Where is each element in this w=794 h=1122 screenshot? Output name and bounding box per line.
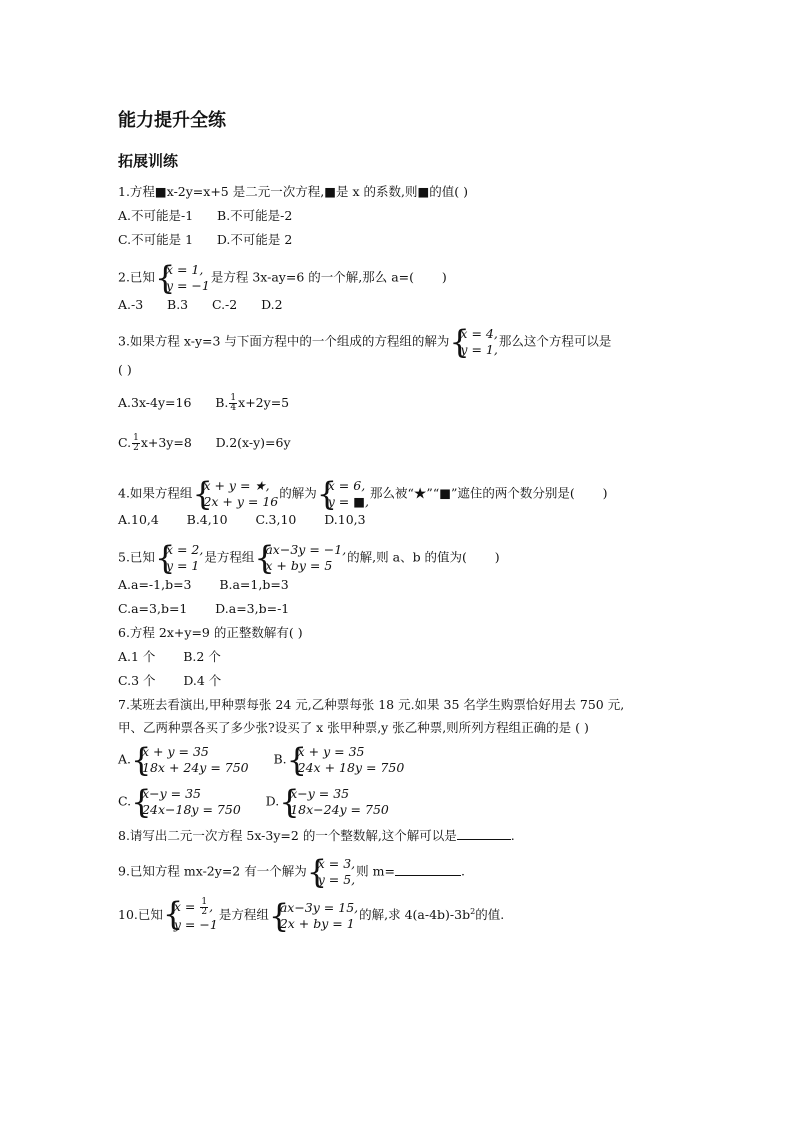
- question-6-options-cd: C.3 个 D.4 个: [118, 673, 222, 688]
- question-6: 6.方程 2x+y=9 的正整数解有( ): [118, 625, 303, 640]
- question-3-paren: ( ): [118, 362, 132, 377]
- question-2: 2.已知 { x = 1, y = −1 是方程 3x-ay=6 的一个解,那么 a=( ): [118, 262, 447, 294]
- question-7-line-2: 甲、乙两种票各买了多少张?设买了 x 张甲种票,y 张乙种票,则所列方程组正确的是 ( ): [118, 720, 589, 735]
- equation-system: { x = 1, y = −1: [156, 262, 210, 294]
- solution-system: { x = $\frac{1}{2}$ , y = −1: [164, 898, 218, 933]
- question-1-options-ab: A.不可能是-1 B.不可能是-2: [118, 208, 293, 223]
- question-1: 1.方程■x-2y=x+5 是二元一次方程,■是 x 的系数,则■的值( ): [118, 184, 469, 199]
- fraction: $\frac{1}{2}$: [133, 433, 139, 453]
- fraction: $\frac{1}{2}$: [201, 897, 208, 917]
- option-b-system: { x + y = 35 24x + 18y = 750: [288, 744, 405, 776]
- option-c-system: { x−y = 35 24x−18y = 750: [132, 786, 241, 818]
- option-a-system: { x + y = 35 18x + 24y = 750: [132, 744, 249, 776]
- option-d-system: { x−y = 35 18x−24y = 750: [280, 786, 389, 818]
- solution-system: { x = 6, y = ■,: [318, 478, 369, 510]
- question-7-options-cd: C. { x−y = 35 24x−18y = 750 D. { x−y = 35 18x−24y = 750: [118, 786, 390, 818]
- section-subtitle: 拓展训练: [118, 152, 179, 170]
- question-7-line-1: 7.某班去看演出,甲种票每张 24 元,乙种票每张 18 元.如果 35 名学生购票恰好用去 750 元,: [118, 697, 625, 712]
- question-2-options: A.-3 B.3 C.-2 D.2: [118, 297, 283, 312]
- question-5-options-ab: A.a=-1,b=3 B.a=1,b=3: [118, 577, 289, 592]
- answer-blank[interactable]: [395, 864, 461, 876]
- question-7-options-ab: A. { x + y = 35 18x + 24y = 750 B. { x + y = 35 24x + 18y = 750: [118, 744, 405, 776]
- question-5: 5.已知 { x = 2, y = 1 是方程组 { ax−3y = −1, x + by = 5 的解,则 a、b 的值为( ): [118, 542, 500, 574]
- page-title: 能力提升全练: [118, 110, 226, 131]
- question-4: 4.如果方程组 { x + y = ★, 2x + y = 16 的解为 { x = 6, y = ■, 那么被“★”“■”遮住的两个数分别是( ): [118, 478, 608, 510]
- question-10: 10.已知 { x = $\frac{1}{2}$ , y = −1 是方程组 { ax−3y = 15, 2x + by = 1 的解,求 $4(a-4b)-3b^2$的值.: [118, 898, 504, 933]
- equation-system: { ax−3y = 15, 2x + by = 1: [270, 900, 358, 932]
- answer-blank[interactable]: [457, 828, 511, 840]
- question-3: 3.如果方程 x-y=3 与下面方程中的一个组成的方程组的解为 { x = 4, y = 1, 那么这个方程可以是: [118, 326, 611, 358]
- question-3-options-ab: A.3x-4y=16 B. $\frac{1}{4}$ x+2y=5: [118, 393, 290, 413]
- question-5-options-cd: C.a=3,b=1 D.a=3,b=-1: [118, 601, 290, 616]
- question-6-options-ab: A.1 个 B.2 个: [118, 649, 221, 664]
- question-4-options: A.10,4 B.4,10 C.3,10 D.10,3: [118, 512, 366, 527]
- question-3-options-cd: C. $\frac{1}{2}$ x+3y=8 D.2(x-y)=6y: [118, 433, 291, 453]
- equation-system: { x = 4, y = 1,: [450, 326, 497, 358]
- equation-system: { ax−3y = −1, x + by = 5: [255, 542, 346, 574]
- question-8: 8.请写出二元一次方程 5x-3y=2 的一个整数解,这个解可以是 .: [118, 828, 515, 843]
- equation-system: { x + y = ★, 2x + y = 16: [193, 478, 278, 510]
- fraction: $\frac{1}{4}$: [230, 393, 237, 413]
- question-9: 9.已知方程 mx-2y=2 有一个解为 { x = 3, y = 5, 则 m= .: [118, 856, 465, 888]
- solution-system: { x = 3, y = 5,: [308, 856, 355, 888]
- solution-system: { x = 2, y = 1: [156, 542, 203, 574]
- question-1-options-cd: C.不可能是 1 D.不可能是 2: [118, 232, 293, 247]
